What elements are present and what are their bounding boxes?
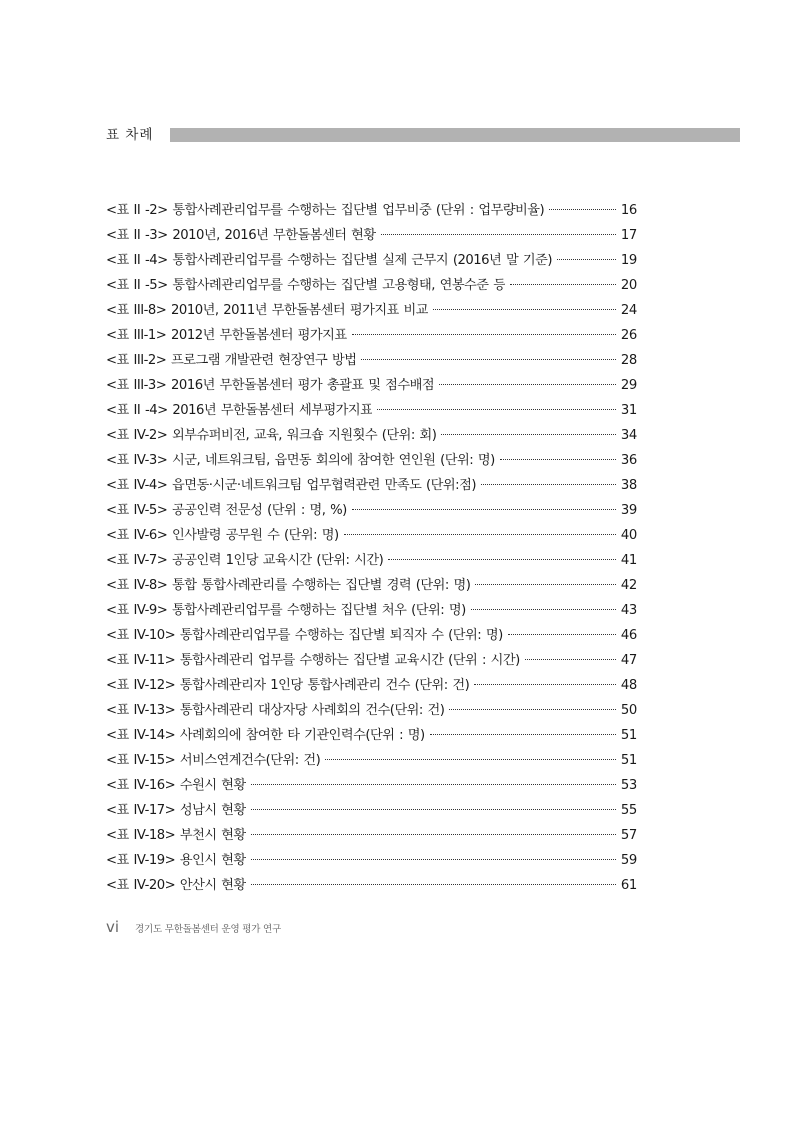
toc-entry-label: <표 IV-18> 부천시 현황 (106, 828, 246, 843)
toc-entry[interactable] (106, 548, 637, 573)
toc-entry-label: <표 IV-12> 통합사례관리자 1인당 통합사례관리 건수 (단위: 건) (106, 678, 470, 693)
toc-entry-page: 47 (620, 653, 637, 668)
toc-entry-label: <표 II -4> 2016년 무한돌봄센터 세부평가지표 (106, 403, 373, 418)
toc-dot-leader (251, 784, 616, 785)
toc-entry[interactable] (106, 498, 637, 523)
toc-entry[interactable] (106, 598, 637, 623)
toc-header (106, 126, 740, 144)
toc-dot-leader (474, 684, 616, 685)
toc-entry[interactable] (106, 298, 637, 323)
toc-dot-leader (251, 859, 616, 860)
toc-entry[interactable] (106, 198, 637, 223)
toc-entry-label: <표 IV-5> 공공인력 전문성 (단위 : 명, %) (106, 503, 347, 518)
toc-entry-page: 38 (620, 478, 637, 493)
toc-entry[interactable] (106, 748, 637, 773)
toc-entry[interactable] (106, 523, 637, 548)
toc-dot-leader (251, 884, 616, 885)
toc-entry-page: 29 (620, 378, 637, 393)
toc-entry-page: 20 (620, 278, 637, 293)
toc-entry-page: 41 (620, 553, 637, 568)
toc-entry-page: 50 (620, 703, 637, 718)
toc-entry-label: <표 II -4> 통합사례관리업무를 수행하는 집단별 실제 근무지 (2016년 말 기준) (106, 253, 553, 268)
toc-entry[interactable] (106, 648, 637, 673)
toc-dot-leader (439, 384, 616, 385)
toc-entry-page: 28 (620, 353, 637, 368)
toc-entry-label: <표 IV-2> 외부슈퍼비전, 교육, 워크숍 지원횟수 (단위: 회) (106, 428, 437, 443)
toc-entry-page: 55 (620, 803, 637, 818)
toc-entry-label: <표 IV-4> 읍면동·시군·네트워크팀 업무협력관련 만족도 (단위:점) (106, 478, 476, 493)
toc-entry-page: 53 (620, 778, 637, 793)
toc-entry[interactable] (106, 223, 637, 248)
toc-dot-leader (449, 709, 615, 710)
toc-entry-label: <표 IV-20> 안산시 현황 (106, 878, 246, 893)
toc-entry-label: <표 IV-9> 통합사례관리업무를 수행하는 집단별 처우 (단위: 명) (106, 603, 466, 618)
toc-entry-label: <표 III-2> 프로그램 개발관련 현장연구 방법 (106, 353, 357, 368)
header-divider-bar (170, 128, 740, 142)
toc-entry-label: <표 IV-17> 성남시 현황 (106, 803, 246, 818)
toc-dot-leader (344, 534, 616, 535)
toc-dot-leader (441, 434, 615, 435)
toc-entry-page: 17 (620, 228, 637, 243)
toc-entry-label: <표 IV-3> 시군, 네트워크팀, 읍면동 회의에 참여한 연인원 (단위: 명) (106, 453, 495, 468)
toc-dot-leader (475, 584, 615, 585)
toc-entry-page: 40 (620, 528, 637, 543)
toc-entry-page: 43 (620, 603, 637, 618)
toc-entry[interactable] (106, 823, 637, 848)
toc-dot-leader (430, 734, 616, 735)
toc-entry-page: 34 (620, 428, 637, 443)
toc-entry-page: 19 (620, 253, 637, 268)
toc-entry[interactable] (106, 248, 637, 273)
toc-dot-leader (352, 334, 616, 335)
toc-entry-page: 42 (620, 578, 637, 593)
toc-entry-page: 26 (620, 328, 637, 343)
toc-entry-page: 51 (620, 728, 637, 743)
toc-entry[interactable] (106, 698, 637, 723)
toc-dot-leader (251, 809, 616, 810)
toc-entry[interactable] (106, 273, 637, 298)
toc-dot-leader (481, 484, 616, 485)
toc-dot-leader (352, 509, 616, 510)
page-footer (106, 918, 281, 936)
toc-dot-leader (325, 759, 616, 760)
toc-entry[interactable] (106, 623, 637, 648)
toc-dot-leader (525, 659, 616, 660)
toc-entry-label: <표 IV-7> 공공인력 1인당 교육시간 (단위: 시간) (106, 553, 384, 568)
toc-entry-label: <표 IV-16> 수원시 현황 (106, 778, 246, 793)
toc-entry-label: <표 IV-15> 서비스연계건수(단위: 건) (106, 753, 321, 768)
table-of-contents (106, 198, 637, 898)
toc-dot-leader (361, 359, 615, 360)
toc-dot-leader (251, 834, 616, 835)
toc-dot-leader (471, 609, 616, 610)
toc-entry-label: <표 IV-10> 통합사례관리업무를 수행하는 집단별 퇴직자 수 (단위: 명) (106, 628, 503, 643)
toc-entry[interactable] (106, 323, 637, 348)
toc-entry-label: <표 IV-11> 통합사례관리 업무를 수행하는 집단별 교육시간 (단위 : 시간) (106, 653, 520, 668)
toc-entry-label: <표 III-1> 2012년 무한돌봄센터 평가지표 (106, 328, 347, 343)
toc-entry[interactable] (106, 573, 637, 598)
toc-entry[interactable] (106, 873, 637, 898)
toc-entry[interactable] (106, 423, 637, 448)
footer-book-title: 경기도 무한돌봄센터 운영 평가 연구 (135, 924, 281, 935)
toc-entry-page: 16 (620, 203, 637, 218)
toc-entry-label: <표 II -5> 통합사례관리업무를 수행하는 집단별 고용형태, 연봉수준 등 (106, 278, 506, 293)
toc-dot-leader (388, 559, 616, 560)
toc-dot-leader (500, 459, 616, 460)
toc-entry-page: 59 (620, 853, 637, 868)
toc-entry-label: <표 IV-6> 인사발령 공무원 수 (단위: 명) (106, 528, 339, 543)
toc-entry[interactable] (106, 448, 637, 473)
toc-entry-label: <표 III-3> 2016년 무한돌봄센터 평가 총괄표 및 점수배점 (106, 378, 435, 393)
toc-entry[interactable] (106, 348, 637, 373)
toc-dot-leader (510, 284, 615, 285)
toc-dot-leader (557, 259, 616, 260)
page-title: 표 차례 (106, 127, 154, 143)
toc-dot-leader (381, 234, 616, 235)
toc-entry-page: 46 (620, 628, 637, 643)
toc-entry[interactable] (106, 848, 637, 873)
toc-dot-leader (549, 209, 616, 210)
footer-page-number: vi (106, 918, 120, 936)
toc-entry[interactable] (106, 473, 637, 498)
toc-dot-leader (377, 409, 615, 410)
toc-dot-leader (433, 309, 616, 310)
toc-entry-page: 61 (620, 878, 637, 893)
toc-entry-page: 48 (620, 678, 637, 693)
toc-entry[interactable] (106, 398, 637, 423)
toc-dot-leader (508, 634, 616, 635)
toc-entry[interactable] (106, 773, 637, 798)
toc-entry-page: 31 (620, 403, 637, 418)
toc-entry-label: <표 III-8> 2010년, 2011년 무한돌봄센터 평가지표 비교 (106, 303, 428, 318)
toc-entry-page: 36 (620, 453, 637, 468)
toc-entry[interactable] (106, 373, 637, 398)
toc-entry-page: 39 (620, 503, 637, 518)
toc-entry-label: <표 IV-14> 사례회의에 참여한 타 기관인력수(단위 : 명) (106, 728, 425, 743)
toc-entry-label: <표 IV-19> 용인시 현황 (106, 853, 246, 868)
toc-entry[interactable] (106, 798, 637, 823)
toc-entry-label: <표 II -3> 2010년, 2016년 무한돌봄센터 현황 (106, 228, 376, 243)
toc-entry-page: 57 (620, 828, 637, 843)
toc-entry[interactable] (106, 673, 637, 698)
toc-entry-page: 51 (620, 753, 637, 768)
toc-entry[interactable] (106, 723, 637, 748)
toc-entry-label: <표 II -2> 통합사례관리업무를 수행하는 집단별 업무비중 (단위 : 업무량비율) (106, 203, 545, 218)
toc-entry-label: <표 IV-8> 통합 통합사례관리를 수행하는 집단별 경력 (단위: 명) (106, 578, 471, 593)
toc-entry-page: 24 (620, 303, 637, 318)
toc-entry-label: <표 IV-13> 통합사례관리 대상자당 사례회의 건수(단위: 건) (106, 703, 445, 718)
